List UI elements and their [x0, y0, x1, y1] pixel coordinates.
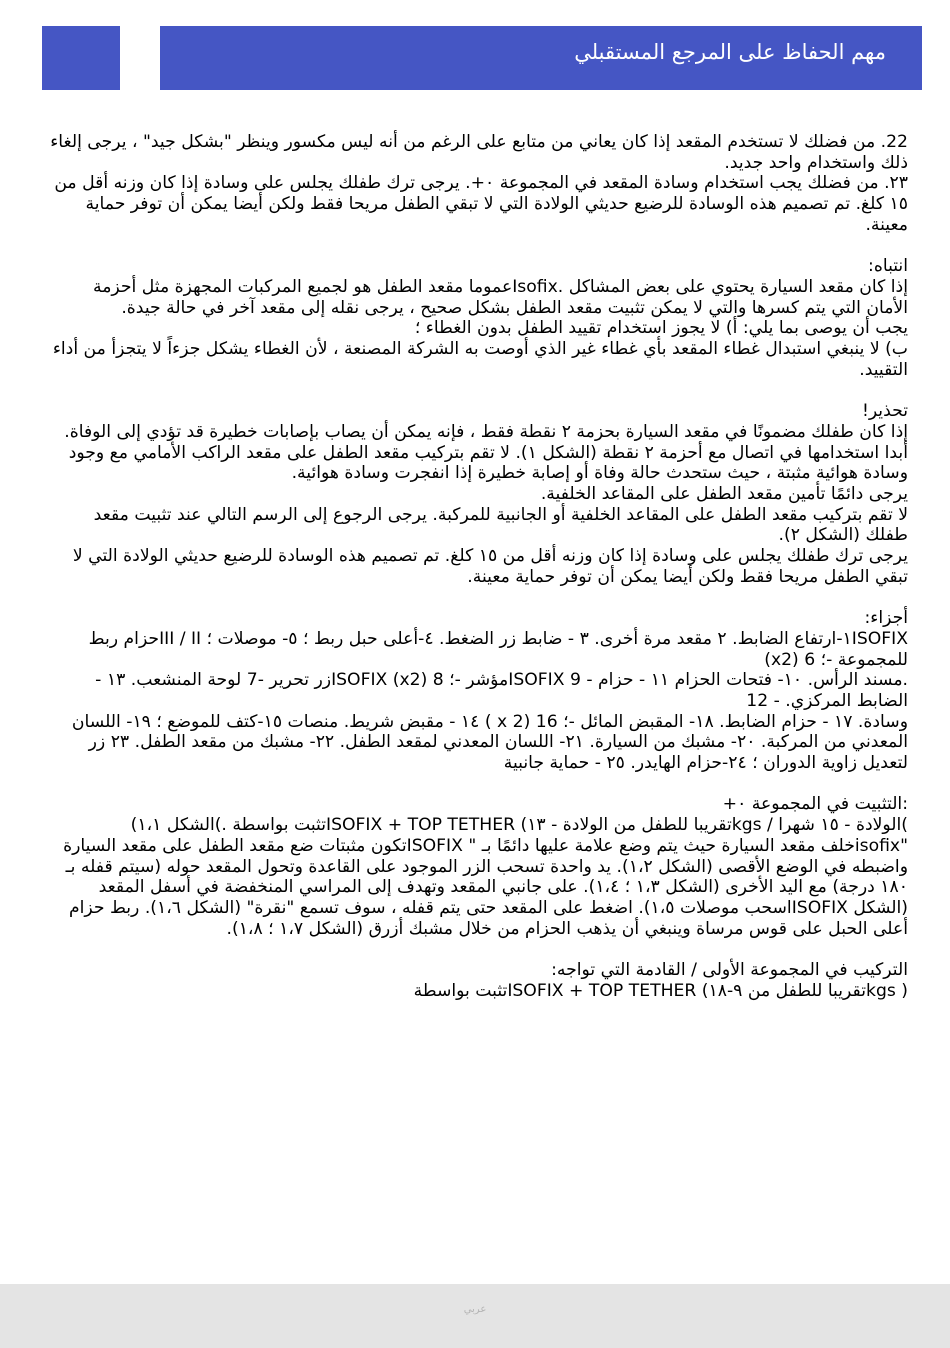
footer-language-label: عربي	[463, 1304, 487, 1315]
install-group0-heading: :التثبيت في المجموعة ٠+	[722, 794, 908, 815]
warning-paragraph-4: لا تقم بتركيب مقعد الطفل على المقاعد الخلفية أو الجانبية للمركبة. يرجى الرجوع إلى الرسم التالي عند تثبيت مقعد طفلك (الشكل ٢).	[93, 504, 908, 546]
attention-paragraph-1: إذا كان مقعد السيارة يحتوي على بعض المشاكل .Isofixعموما مقعد الطفل هو لجميع المركبات المجهزة مثل أحزمة الأمان التي يتم كسرها والتي لا يمكن تثبيت مقعد الطفل بشكل صحيح ، يرجى نقله إلى مقعد آخر في حالة جيدة.	[93, 276, 908, 318]
parts-paragraph-2: .مسند الرأس. ١٠- فتحات الحزام ١١ - حزام - ISOFIX 9مؤشر -؛ 8 (ISOFIX (x2زر تحرير -7 لوحة المنشعب. ١٣ - الضابط المركزي. - 12	[95, 670, 908, 711]
attention-paragraph-2: يجب أن يوصى بما يلي: أ) لا يجوز استخدام تقييد الطفل بدون الغطاء ؛	[414, 318, 908, 339]
warning-paragraph-3: يرجى دائمًا تأمين مقعد الطفل على المقاعد الخلفية.	[540, 483, 908, 504]
header-bar	[160, 26, 922, 90]
attention-paragraph-3: ب) لا ينبغي استبدال غطاء المقعد بأي غطاء غير الذي أوصت به الشركة المصنعة ، لأن الغطاء يشكل جزءاً لا يتجزأ من أداء التقييد.	[52, 339, 908, 380]
paragraph-23: ٢٣. من فضلك يجب استخدام وسادة المقعد في المجموعة ٠+. يرجى ترك طفلك يجلس على وسادة إذا كان وزنه أقل من ١٥ كلغ. تم تصميم هذه الوسادة للرضيع حديثي الولادة التي لا تبقي الطفل مريحا فقط ولكن أيضا يمكن أن توفر حماية معينة.	[54, 173, 908, 235]
header-accent-block	[42, 26, 120, 90]
warning-heading: تحذير!	[861, 401, 908, 422]
attention-heading: انتباه:	[868, 256, 908, 277]
warning-paragraph-1: إذا كان طفلك مضمونًا في مقعد السيارة بحزمة ٢ نقطة فقط ، فإنه يمكن أن يصاب بإصابات خطيرة قد تؤدي إلى الوفاة.	[64, 421, 908, 442]
warning-paragraph-2: أبدا استخدامها في اتصال مع أحزمة ٢ نقطة (الشكل ١). لا تقم بتركيب مقعد الطفل على مقعد الراكب الأمامي مع وجود وسادة هوائية مثبتة ، حيث ستحدث حالة وفاة أو إصابة خطيرة إذا انفجرت وسادة هوائية.	[68, 442, 908, 484]
document-body	[50, 132, 908, 1001]
parts-paragraph-1: ١ISOFIX-ارتفاع الضابط. ٢ مقعد مرة أخرى. ٣ - ضابط زر الضغط. ٤-أعلى حبل ربط ؛ ٥- موصلات ؛ III / IIحزام ربط للمجموعة -؛ 6 (x2)	[88, 628, 908, 670]
install-group0-paragraph: )الولادة - ١٥ شهرا / kgsتقريبا للطفل من الولادة - ١٣) ISOFIX + TOP TETHERتثبت بواسطة .)الشكل ١،١) "isofixخلف مقعد السيارة حيث يتم وضع علامة عليها دائمًا بـ " ISOFIXتكون مثبتات ضع مقعد الطفل على مقعد السيارة واضبطه في الوضع الأقصى (الشكل ١،٢). يد واحدة تسحب الزر الموجود على القاعدة وتحول المقعد حوله (سيتم قفله بـ ١٨٠ درجة) مع اليد الأخرى (الشكل ١،٣ ؛ ١،٤). على جانبي المقعد وتهدف إلى المراسي المنخفضة في أسفل المقعد (الشكل ISOFIXاسحب موصلات ١،٥). اضغط على المقعد حتى يتم قفله ، سوف تسمع "نقرة" (الشكل ١،٦). ربط حزام أعلى الحبل على قوس مرساة وينبغي أن يذهب الحزام من خلال مشبك أزرق (الشكل ١،٧ ؛ ١،٨).	[63, 815, 908, 939]
header-title: مهم الحفاظ على المرجع المستقبلي	[574, 40, 886, 64]
parts-heading: أجزاء:	[864, 608, 908, 629]
footer-bar	[0, 1284, 950, 1348]
install-group1-paragraph: ( kgsتقريبا للطفل من ٩-١٨) ISOFIX + TOP TETHERتثبت بواسطة	[413, 980, 908, 1001]
parts-paragraph-3: وسادة. ١٧ - حزام الضابط. ١٨- المقبض المائل -؛ 16 (x 2 ) ١٤ - مقبض شريط. منصات ١٥-كتف للموضع ؛ ١٩- اللسان المعدني من المركبة. ٢٠- مشبك من السيارة. ٢١- اللسان المعدني لمقعد الطفل. ٢٢- مشبك من مقعد الطفل. ٢٣ زر لتعديل زاوية الدوران ؛ ٢٤-حزام الهايدر. ٢٥ - حماية جانبية	[71, 711, 908, 774]
paragraph-22: 22. من فضلك لا تستخدم المقعد إذا كان يعاني من متابع على الرغم من أنه ليس مكسور وينظر "بشكل جيد" ، يرجى إلغاء ذلك واستخدام واحد جديد.	[50, 132, 908, 173]
install-group1-heading: التركيب في المجموعة الأولى / القادمة التي تواجه:	[551, 960, 908, 981]
warning-paragraph-5: يرجى ترك طفلك يجلس على وسادة إذا كان وزنه أقل من ١٥ كلغ. تم تصميم هذه الوسادة للرضيع حديثي الولادة التي لا تبقي الطفل مريحا فقط ولكن أيضا يمكن أن توفر حماية معينة.	[72, 546, 908, 587]
